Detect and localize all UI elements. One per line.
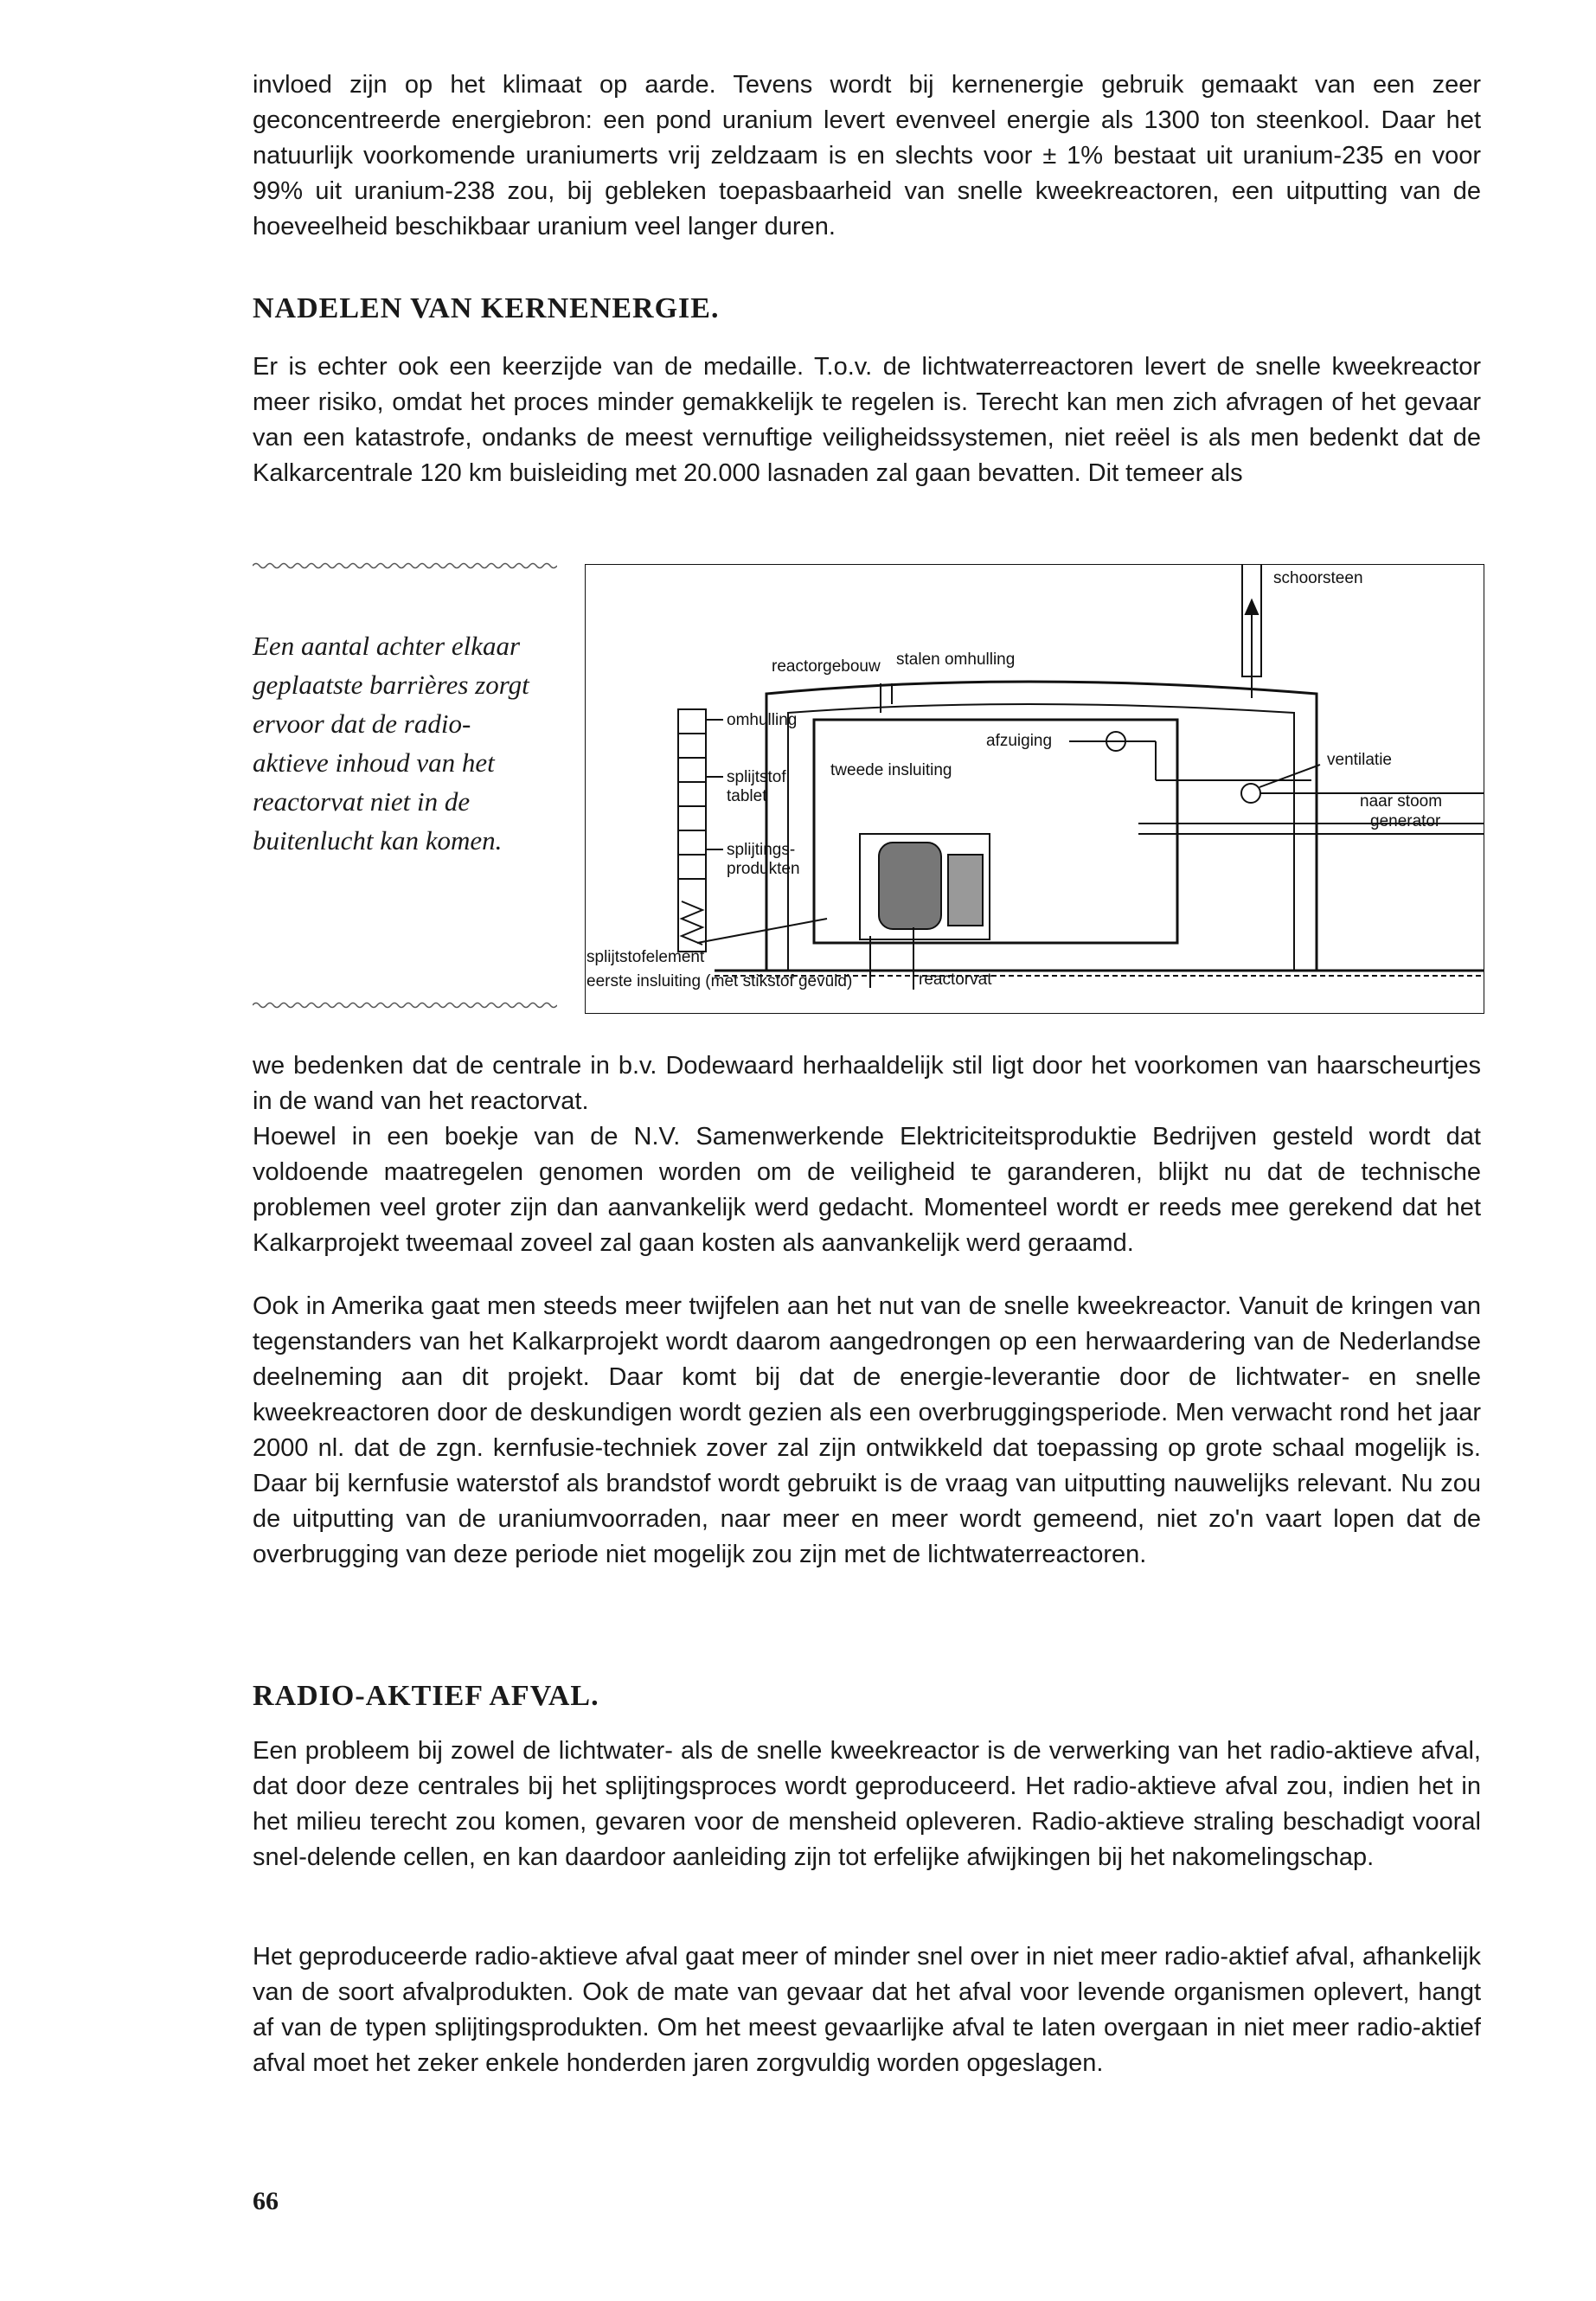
nadelen-paragraph: Er is echter ook een keerzijde van de medaille. T.o.v. de lichtwaterreactoren levert de snelle kweekreactor meer risiko, omdat het proces minder gemakkelijk te regelen is. Terecht kan men zich afvragen of het gevaar van een katastrofe, ondanks de meest vernuftige veiligheidssystemen, niet reëel is als men bedenkt dat de Kalkarcentrale 120 km buisleiding met 20.000 lasnaden zal gaan bevatten. Dit temeer als [253,353,1481,487]
label-tweede-insluiting: tweede insluiting [830,761,952,779]
continued-paragraph-2: Hoewel in een boekje van de N.V. Samenwerkende Elektriciteitsproduktie Bedrijven gesteld wordt dat voldoende maatregelen genomen worden om de veiligheid te garanderen, blijkt nu dat de technische problemen veel groter zijn dan aanvankelijk werd gedacht. Momenteel wordt er reeds mee gerekend dat het Kalkarprojekt tweemaal zoveel zal gaan kosten als aanvankelijk werd geraamd. [253,1123,1481,1257]
figure-caption: Een aantal achter elkaar geplaatste barrières zorgt ervoor dat de radio-aktieve inhoud van het reactorvat niet in de buitenlucht kan komen. [253,631,529,856]
label-omhulling: omhulling [727,711,798,729]
label-splijtstof: splijtstof [727,768,786,786]
reactor-barriers-diagram [585,564,1484,1014]
afval-paragraph-2: Het geproduceerde radio-aktieve afval gaat meer of minder snel over in niet meer radio-aktief afval, afhankelijk van de soort afvalprodukten. Ook de mate van gevaar dat het afval voor levende organismen oplevert, hangt af van de typen splijtingsprodukten. Om het meest gevaarlijke afval te laten overgaan in niet meer radio-aktief afval moet het zeker enkele honderden jaren zorgvuldig worden opgeslagen. [253,1943,1481,2077]
label-stalen-omhulling: stalen omhulling [896,651,1016,669]
label-splijtstofelement: splijtstofelement [586,948,705,966]
label-splijtings: splijtings- [727,841,796,859]
label-ventilatie: ventilatie [1327,751,1392,769]
steam-generator-shape [948,855,983,926]
reactor-building [766,682,1317,971]
heading-nadelen: NADELEN VAN KERNENERGIE. [253,292,720,324]
caption-bottom-divider [253,1000,557,1010]
label-schoorsteen: schoorsteen [1273,569,1363,587]
afval-paragraph-1: Een probleem bij zowel de lichtwater- als de snelle kweekreactor is de verwerking van het radio-aktieve afval, dat door deze centrales bij het splijtingsproces wordt geproduceerd. Het radio-aktieve afval zou, indien het in het milieu terecht zou komen, gevaren voor de mensheid opleveren. Radio-aktieve straling beschadigt vooral snel-delende cellen, en kan daardoor aanleiding zijn tot erfelijke afwijkingen bij het nakomelingschap. [253,1737,1481,1871]
label-reactorvat: reactorvat [919,971,992,989]
caption-top-divider [253,561,557,571]
label-produkten: produkten [727,860,800,878]
ventilation-fan [1241,784,1260,803]
intro-paragraph: invloed zijn op het klimaat op aarde. Tevens wordt bij kernenergie gebruik gemaakt van een zeer geconcentreerde energiebron: een pond uranium levert evenveel energie als 1300 ton steenkool. Daar het natuurlijk voorkomende uraniumerts vrij zeldzaam is en slechts voor ± 1% bestaat uit uranium-235 en voor 99% uit uranium-238 zou, bij gebleken toepasbaarheid van snelle kweekreactoren, een uitputting van de hoeveelheid beschikbaar uranium veel langer duren. [253,71,1481,240]
heading-afval: RADIO-AKTIEF AFVAL. [253,1680,599,1712]
diagram-frame [585,564,1484,1014]
continued-paragraph-1: we bedenken dat de centrale in b.v. Dodewaard herhaaldelijk stil ligt door het voorkomen van haarscheurtjes in de wand van het reactorvat. [253,1052,1481,1115]
label-tablet: tablet [727,787,767,805]
label-naar-stoom: naar stoom [1360,792,1443,811]
label-afzuiging: afzuiging [986,732,1053,750]
page-number: 66 [253,2187,279,2215]
reactor-vessel [879,843,941,929]
label-reactorgebouw: reactorgebouw [772,657,881,676]
continued-paragraph-3: Ook in Amerika gaat men steeds meer twijfelen aan het nut van de snelle kweekreactor. Vanuit de kringen van tegenstanders van het Kalkarprojekt wordt daarom aangedrongen op een herwaardering van de Nederlandse deelneming aan dit projekt. Daar komt bij dat de energie-leverantie door de lichtwater- en snelle kweekreactoren door de deskundigen wordt gezien als een overbruggingsperiode. Men verwacht rond het jaar 2000 nl. dat de zgn. kernfusie-techniek zover zal zijn ontwikkeld dat toepassing op grote schaal mogelijk is. Daar bij kernfusie waterstof als brandstof wordt gebruikt is de vraag van uitputting nauwelijks relevant. Nu zou de uitputting van de uraniumvoorraden, naar meer en meer wordt gemeend, niet zo'n vaart lopen dat de overbrugging van deze periode niet mogelijk zou zijn met de lichtwaterreactoren. [253,1292,1481,1568]
label-generator: generator [1370,812,1441,830]
label-eerste-insluiting: eerste insluiting (met stikstof gevuld) [586,972,853,990]
second-containment [814,720,1177,943]
